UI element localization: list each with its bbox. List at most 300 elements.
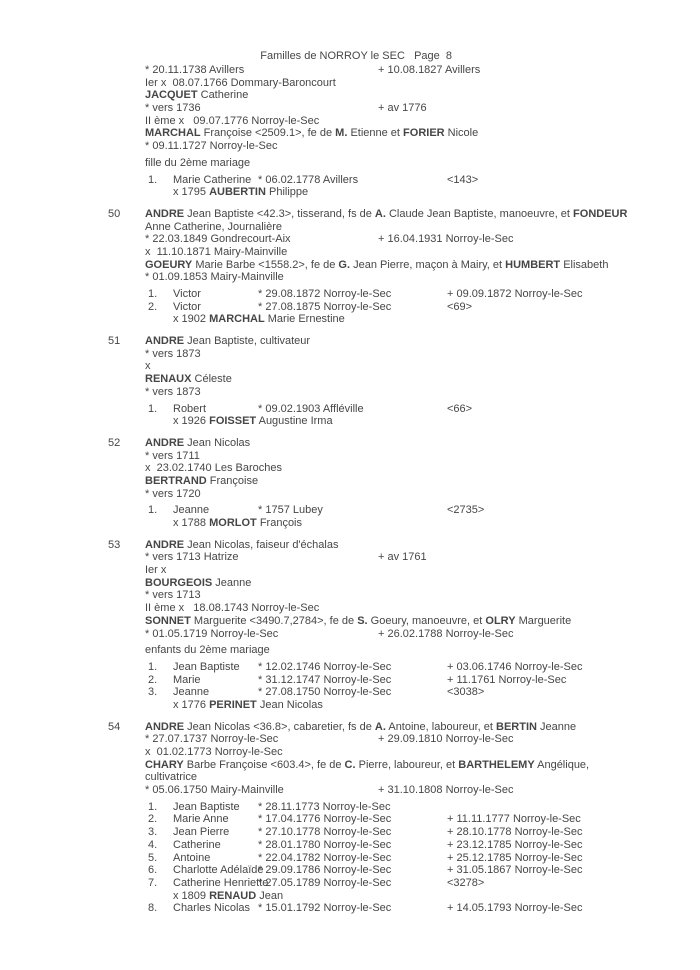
child-name-cell bbox=[173, 686, 209, 699]
child-death-or-ref: <143> bbox=[447, 173, 479, 186]
child-note-cell bbox=[447, 674, 566, 687]
family-number-cell bbox=[108, 335, 120, 348]
child-number: 1. bbox=[148, 402, 158, 415]
family-record bbox=[0, 539, 700, 712]
text-segment: x 1788 bbox=[173, 517, 210, 529]
child-note-cell bbox=[447, 504, 484, 517]
family-record bbox=[0, 721, 700, 915]
child-birth: * 28.11.1773 Norroy-le-Sec bbox=[258, 800, 391, 813]
record-line bbox=[0, 488, 700, 501]
text-segment: Céleste bbox=[191, 373, 232, 386]
text-segment: Françoise <2509.1>, fe de bbox=[200, 127, 336, 140]
child-birth-cell bbox=[258, 801, 390, 814]
text-segment: GOEURY bbox=[145, 258, 193, 271]
record-text-cell bbox=[145, 373, 232, 386]
child-note-cell bbox=[447, 902, 582, 915]
child-note-cell bbox=[447, 301, 472, 314]
child-note-cell bbox=[447, 661, 582, 674]
marriage-text-cell bbox=[173, 517, 302, 530]
child-death-or-ref: + 03.06.1746 Norroy-le-Sec bbox=[447, 660, 583, 673]
child-birth-cell bbox=[258, 813, 391, 826]
text-segment: PERINET bbox=[209, 698, 257, 711]
record-line bbox=[0, 746, 700, 759]
record-text-cell bbox=[145, 246, 287, 259]
child-number-cell bbox=[148, 852, 157, 865]
child-note-cell bbox=[447, 813, 581, 826]
record-text-cell bbox=[145, 271, 284, 284]
record-line bbox=[0, 437, 700, 450]
text-segment: C. bbox=[344, 758, 356, 771]
record-line bbox=[0, 462, 700, 475]
text-segment: Elisabeth bbox=[560, 258, 609, 271]
children-list bbox=[0, 801, 700, 915]
children-label-line bbox=[0, 644, 700, 657]
child-number-cell bbox=[148, 288, 157, 301]
family-number: 52 bbox=[108, 436, 121, 449]
child-number-cell bbox=[148, 864, 157, 877]
children-label: fille du 2ème mariage bbox=[145, 156, 251, 169]
record-line bbox=[0, 784, 700, 797]
children-list bbox=[0, 661, 700, 712]
child-birth-cell bbox=[258, 174, 358, 187]
family-number-cell bbox=[108, 437, 120, 450]
child-note-cell bbox=[447, 826, 582, 839]
text-segment: Jean Nicolas <36.8>, cabaretier, fs de bbox=[184, 720, 375, 733]
record-text-cell bbox=[145, 759, 589, 772]
record-line bbox=[0, 221, 700, 234]
child-birth: * 27.08.1875 Norroy-le-Sec bbox=[258, 300, 392, 313]
child-name-cell bbox=[173, 674, 201, 687]
child-number: 7. bbox=[148, 876, 158, 889]
child-birth-cell bbox=[258, 403, 364, 416]
text-segment: * 20.11.1738 Avillers bbox=[145, 64, 245, 76]
text-segment: * 01.09.1853 Mairy-Mainville bbox=[145, 271, 284, 284]
child-name-cell bbox=[173, 403, 206, 416]
record-line bbox=[0, 602, 700, 615]
text-segment: ANDRE bbox=[145, 335, 185, 348]
death-date: + av 1776 bbox=[378, 102, 427, 115]
record-text-cell bbox=[145, 628, 278, 641]
child-birth-cell bbox=[258, 864, 391, 877]
child-number-cell bbox=[148, 877, 157, 890]
text-segment: Angélique, bbox=[534, 758, 590, 771]
child-row bbox=[0, 852, 700, 865]
record-text-cell bbox=[145, 259, 608, 272]
child-name-cell bbox=[173, 852, 210, 865]
child-birth-cell bbox=[258, 852, 391, 865]
text-segment: FOISSET bbox=[209, 415, 257, 428]
text-segment: Anne Catherine, Journalière bbox=[145, 220, 282, 233]
child-name: Jeanne bbox=[173, 686, 210, 699]
child-death-or-ref: + 09.09.1872 Norroy-le-Sec bbox=[447, 288, 583, 300]
child-note-cell bbox=[447, 877, 484, 890]
text-segment: Nicole bbox=[444, 127, 479, 140]
child-number: 1. bbox=[148, 800, 158, 813]
child-death-or-ref: <3278> bbox=[447, 876, 485, 889]
death-date-cell bbox=[378, 784, 513, 797]
text-segment: RENAUX bbox=[145, 373, 192, 386]
text-segment: * vers 1713 Hatrize bbox=[145, 551, 239, 564]
child-row bbox=[0, 813, 700, 826]
child-birth: * 31.12.1747 Norroy-le-Sec bbox=[258, 673, 392, 686]
child-note-cell bbox=[447, 686, 484, 699]
record-line bbox=[0, 759, 700, 772]
child-number-cell bbox=[148, 826, 157, 839]
record-text-cell bbox=[145, 89, 248, 102]
record-line bbox=[0, 140, 700, 153]
record-line bbox=[0, 615, 700, 628]
text-segment: AUBERTIN bbox=[209, 186, 266, 199]
text-segment: Ier x 08.07.1766 Dommary-Baroncourt bbox=[145, 76, 336, 89]
record-text-cell bbox=[145, 233, 291, 246]
child-birth-cell bbox=[258, 902, 391, 915]
family-number: 50 bbox=[108, 207, 121, 220]
child-name-cell bbox=[173, 301, 201, 314]
child-number: 3. bbox=[148, 686, 158, 699]
text-segment: Jean bbox=[256, 889, 284, 902]
record-line bbox=[0, 208, 700, 221]
text-segment: x 1809 bbox=[173, 889, 210, 902]
child-birth-cell bbox=[258, 686, 391, 699]
child-note-cell bbox=[447, 864, 582, 877]
child-birth-cell bbox=[258, 504, 323, 517]
child-name: Marie Anne bbox=[173, 813, 229, 826]
text-segment: * 22.03.1849 Gondrecourt-Aix bbox=[145, 233, 291, 246]
text-segment: x 01.02.1773 Norroy-le-Sec bbox=[145, 746, 283, 758]
child-death-or-ref: + 25.12.1785 Norroy-le-Sec bbox=[447, 851, 583, 864]
child-number: 2. bbox=[148, 300, 158, 313]
death-date-cell bbox=[378, 102, 427, 115]
text-segment: Marguerite <3490.7,2784>, fe de bbox=[190, 614, 358, 627]
marriage-row bbox=[0, 186, 700, 199]
text-segment: MARCHAL bbox=[145, 127, 201, 140]
text-segment: Philippe bbox=[265, 186, 309, 199]
text-segment: ANDRE bbox=[145, 720, 185, 733]
child-number: 3. bbox=[148, 826, 158, 839]
text-segment: Augustine Irma bbox=[256, 415, 333, 428]
child-number-cell bbox=[148, 504, 157, 517]
child-name-cell bbox=[173, 826, 229, 839]
child-birth: * 27.10.1778 Norroy-le-Sec bbox=[258, 826, 392, 839]
record-text-cell bbox=[145, 102, 201, 115]
child-name: Charlotte Adélaïde bbox=[173, 864, 264, 877]
child-birth: * 27.05.1789 Norroy-le-Sec bbox=[258, 876, 392, 889]
child-birth-cell bbox=[258, 877, 391, 890]
child-name: Jeanne bbox=[173, 504, 210, 517]
child-name-cell bbox=[173, 813, 229, 826]
death-date: + av 1761 bbox=[378, 551, 427, 564]
child-number: 1. bbox=[148, 288, 158, 300]
record-line bbox=[0, 348, 700, 361]
record-text-cell bbox=[145, 721, 576, 734]
record-text-cell bbox=[145, 475, 258, 488]
record-line bbox=[0, 64, 700, 77]
death-date-cell bbox=[378, 64, 480, 77]
text-segment: x 1926 bbox=[173, 415, 210, 428]
child-name: Marie bbox=[173, 673, 201, 686]
record-text-cell bbox=[145, 746, 283, 759]
text-segment: Marie Barbe <1558.2>, fe de bbox=[192, 258, 339, 271]
text-segment: MORLOT bbox=[209, 517, 257, 529]
text-segment: ANDRE bbox=[145, 538, 185, 551]
record-line bbox=[0, 450, 700, 463]
text-segment: x 1795 bbox=[173, 186, 210, 199]
record-line bbox=[0, 89, 700, 102]
text-segment: * vers 1720 bbox=[145, 487, 201, 500]
text-segment: * 27.07.1737 Norroy-le-Sec bbox=[145, 733, 279, 746]
death-date: + 29.09.1810 Norroy-le-Sec bbox=[378, 733, 514, 746]
children-list bbox=[0, 288, 700, 326]
record-text-cell bbox=[145, 577, 251, 590]
child-name: Charles Nicolas bbox=[173, 902, 251, 915]
text-segment: ANDRE bbox=[145, 207, 185, 220]
child-note-cell bbox=[447, 288, 582, 301]
child-row bbox=[0, 877, 700, 890]
marriage-text-cell bbox=[173, 415, 333, 428]
text-segment: II ème x 09.07.1776 Norroy-le-Sec bbox=[145, 114, 320, 127]
child-number-cell bbox=[148, 661, 157, 674]
marriage-row bbox=[0, 699, 700, 712]
record-text-cell bbox=[145, 615, 571, 628]
child-number: 5. bbox=[148, 851, 158, 864]
record-line bbox=[0, 233, 700, 246]
record-line bbox=[0, 721, 700, 734]
record-line bbox=[0, 259, 700, 272]
child-name: Robert bbox=[173, 402, 207, 415]
marriage-row bbox=[0, 517, 700, 530]
record-text-cell bbox=[145, 437, 250, 450]
page-title: Familles de NORROY le SEC Page 8 bbox=[260, 50, 452, 62]
child-note-cell bbox=[447, 852, 582, 865]
text-segment: Claude Jean Baptiste, manoeuvre, et bbox=[385, 207, 574, 220]
text-segment: * 09.11.1727 Norroy-le-Sec bbox=[145, 140, 278, 153]
record-line bbox=[0, 386, 700, 399]
record-text-cell bbox=[145, 140, 277, 153]
record-text-cell bbox=[145, 115, 319, 128]
text-segment: François bbox=[256, 517, 303, 529]
text-segment: x bbox=[145, 360, 151, 373]
record-text-cell bbox=[145, 127, 478, 140]
family-number-cell bbox=[108, 208, 120, 221]
text-segment: A. bbox=[374, 207, 386, 220]
text-segment: M. bbox=[335, 127, 348, 140]
text-segment: Catherine bbox=[197, 89, 249, 102]
text-segment: MARCHAL bbox=[209, 313, 265, 326]
death-date: + 31.10.1808 Norroy-le-Sec bbox=[378, 784, 514, 797]
child-birth: * 29.08.1872 Norroy-le-Sec bbox=[258, 288, 392, 300]
record-text-cell bbox=[145, 551, 239, 564]
text-segment: Jean Nicolas bbox=[184, 436, 251, 449]
child-number-cell bbox=[148, 403, 157, 416]
children-label-cell bbox=[145, 157, 250, 170]
record-line bbox=[0, 77, 700, 90]
children-list bbox=[0, 403, 700, 428]
child-number-cell bbox=[148, 839, 157, 852]
death-date-cell bbox=[378, 628, 513, 641]
family-number: 51 bbox=[108, 335, 121, 348]
text-segment: Françoise bbox=[206, 474, 259, 487]
family-record bbox=[0, 64, 700, 199]
child-row bbox=[0, 826, 700, 839]
child-birth-cell bbox=[258, 661, 391, 674]
child-birth: * 22.04.1782 Norroy-le-Sec bbox=[258, 851, 392, 864]
child-name: Antoine bbox=[173, 851, 211, 864]
child-name: Jean Baptiste bbox=[173, 800, 240, 813]
record-text-cell bbox=[145, 539, 338, 552]
record-line bbox=[0, 733, 700, 746]
record-text-cell bbox=[145, 77, 336, 90]
marriage-row bbox=[0, 890, 700, 903]
children-list bbox=[0, 504, 700, 529]
text-segment: Pierre, laboureur, et bbox=[355, 758, 459, 771]
child-name-cell bbox=[173, 877, 268, 890]
record-line bbox=[0, 577, 700, 590]
text-segment: x 1902 bbox=[173, 313, 210, 326]
text-segment: Jean Nicolas bbox=[256, 698, 323, 711]
record-text-cell bbox=[145, 488, 201, 501]
record-text-cell bbox=[145, 221, 282, 234]
child-name-cell bbox=[173, 839, 221, 852]
text-segment: Antoine, laboureur, et bbox=[385, 720, 496, 733]
child-death-or-ref: + 11.11.1777 Norroy-le-Sec bbox=[447, 813, 581, 826]
text-segment: HUMBERT bbox=[505, 258, 561, 271]
text-segment: FONDEUR bbox=[573, 207, 628, 220]
text-segment: II ème x 18.08.1743 Norroy-le-Sec bbox=[145, 602, 320, 615]
record-text-cell bbox=[145, 733, 278, 746]
child-row bbox=[0, 174, 700, 187]
family-number: 54 bbox=[108, 720, 121, 733]
child-birth: * 1757 Lubey bbox=[258, 504, 323, 517]
marriage-text-cell bbox=[173, 890, 283, 903]
record-line bbox=[0, 115, 700, 128]
record-line bbox=[0, 564, 700, 577]
record-text-cell bbox=[145, 462, 282, 475]
text-segment: Marguerite bbox=[515, 614, 572, 627]
child-row bbox=[0, 839, 700, 852]
children-list bbox=[0, 174, 700, 199]
record-text-cell bbox=[145, 208, 627, 221]
child-number-cell bbox=[148, 801, 157, 814]
child-death-or-ref: <3038> bbox=[447, 686, 485, 699]
child-number-cell bbox=[148, 674, 157, 687]
record-line bbox=[0, 628, 700, 641]
record-line bbox=[0, 102, 700, 115]
child-row bbox=[0, 288, 700, 301]
child-birth: * 06.02.1778 Avillers bbox=[258, 173, 359, 186]
child-birth-cell bbox=[258, 674, 391, 687]
child-name-cell bbox=[173, 801, 240, 814]
record-text-cell bbox=[145, 450, 200, 463]
child-name: Marie Catherine bbox=[173, 173, 252, 186]
text-segment: Jean Baptiste <42.3>, tisserand, fs de bbox=[184, 207, 375, 220]
record-line bbox=[0, 771, 700, 784]
child-death-or-ref: + 28.10.1778 Norroy-le-Sec bbox=[447, 826, 583, 839]
child-death-or-ref: <69> bbox=[447, 300, 473, 313]
child-name: Jean Pierre bbox=[173, 826, 230, 839]
death-date-cell bbox=[378, 233, 513, 246]
record-text-cell bbox=[145, 64, 244, 77]
child-row bbox=[0, 902, 700, 915]
text-segment: Etienne et bbox=[347, 127, 404, 140]
child-row bbox=[0, 801, 700, 814]
text-segment: * vers 1873 bbox=[145, 385, 201, 398]
text-segment: G. bbox=[338, 258, 351, 271]
child-name-cell bbox=[173, 864, 264, 877]
child-note-cell bbox=[447, 174, 478, 187]
death-date: + 26.02.1788 Norroy-le-Sec bbox=[378, 627, 514, 640]
record-line bbox=[0, 335, 700, 348]
child-death-or-ref: + 31.05.1867 Norroy-le-Sec bbox=[447, 864, 583, 877]
text-segment: * vers 1873 bbox=[145, 347, 201, 360]
child-number: 4. bbox=[148, 838, 158, 851]
death-date: + 10.08.1827 Avillers bbox=[378, 64, 481, 76]
child-number-cell bbox=[148, 813, 157, 826]
text-segment: BERTRAND bbox=[145, 474, 207, 487]
text-segment: * vers 1711 bbox=[145, 449, 200, 462]
marriage-text-cell bbox=[173, 186, 308, 199]
child-name: Victor bbox=[173, 288, 201, 300]
child-row bbox=[0, 674, 700, 687]
child-number: 2. bbox=[148, 673, 158, 686]
child-death-or-ref: + 14.05.1793 Norroy-le-Sec bbox=[447, 902, 583, 915]
child-birth: * 28.01.1780 Norroy-le-Sec bbox=[258, 838, 392, 851]
children-label-cell bbox=[145, 644, 270, 657]
text-segment: SONNET bbox=[145, 614, 191, 627]
child-number-cell bbox=[148, 174, 157, 187]
child-number: 1. bbox=[148, 173, 158, 186]
text-segment: Ier x bbox=[145, 564, 167, 577]
record-line bbox=[0, 271, 700, 284]
child-name-cell bbox=[173, 661, 240, 674]
death-date: + 16.04.1931 Norroy-le-Sec bbox=[378, 233, 514, 246]
family-record bbox=[0, 335, 700, 428]
marriage-row bbox=[0, 415, 700, 428]
record-text-cell bbox=[145, 386, 201, 399]
text-segment: cultivatrice bbox=[145, 771, 197, 784]
text-segment: A. bbox=[374, 720, 386, 733]
text-segment: Marie Ernestine bbox=[264, 313, 345, 326]
child-number-cell bbox=[148, 301, 157, 314]
child-name: Catherine bbox=[173, 838, 221, 851]
record-line bbox=[0, 360, 700, 373]
child-death-or-ref: + 23.12.1785 Norroy-le-Sec bbox=[447, 838, 583, 851]
child-birth-cell bbox=[258, 826, 391, 839]
child-name-cell bbox=[173, 902, 250, 915]
child-birth: * 09.02.1903 Affléville bbox=[258, 402, 364, 415]
child-name: Victor bbox=[173, 300, 201, 313]
child-number: 6. bbox=[148, 864, 158, 877]
child-birth: * 29.09.1786 Norroy-le-Sec bbox=[258, 864, 392, 877]
record-line bbox=[0, 373, 700, 386]
record-text-cell bbox=[145, 564, 166, 577]
death-date-cell bbox=[378, 551, 427, 564]
record-line bbox=[0, 246, 700, 259]
child-death-or-ref: + 11.1761 Norroy-le-Sec bbox=[447, 673, 567, 686]
text-segment: OLRY bbox=[485, 614, 516, 627]
record-line bbox=[0, 127, 700, 140]
record-line bbox=[0, 539, 700, 552]
child-death-or-ref: <2735> bbox=[447, 504, 485, 517]
child-name-cell bbox=[173, 174, 251, 187]
child-note-cell bbox=[447, 839, 582, 852]
child-birth: * 12.02.1746 Norroy-le-Sec bbox=[258, 660, 392, 673]
text-segment: BARTHELEMY bbox=[458, 758, 535, 771]
text-segment: * vers 1713 bbox=[145, 589, 201, 602]
text-segment: FORIER bbox=[403, 127, 445, 140]
child-name: Catherine Henriette bbox=[173, 876, 269, 889]
text-segment: ANDRE bbox=[145, 436, 185, 449]
child-name-cell bbox=[173, 504, 209, 517]
